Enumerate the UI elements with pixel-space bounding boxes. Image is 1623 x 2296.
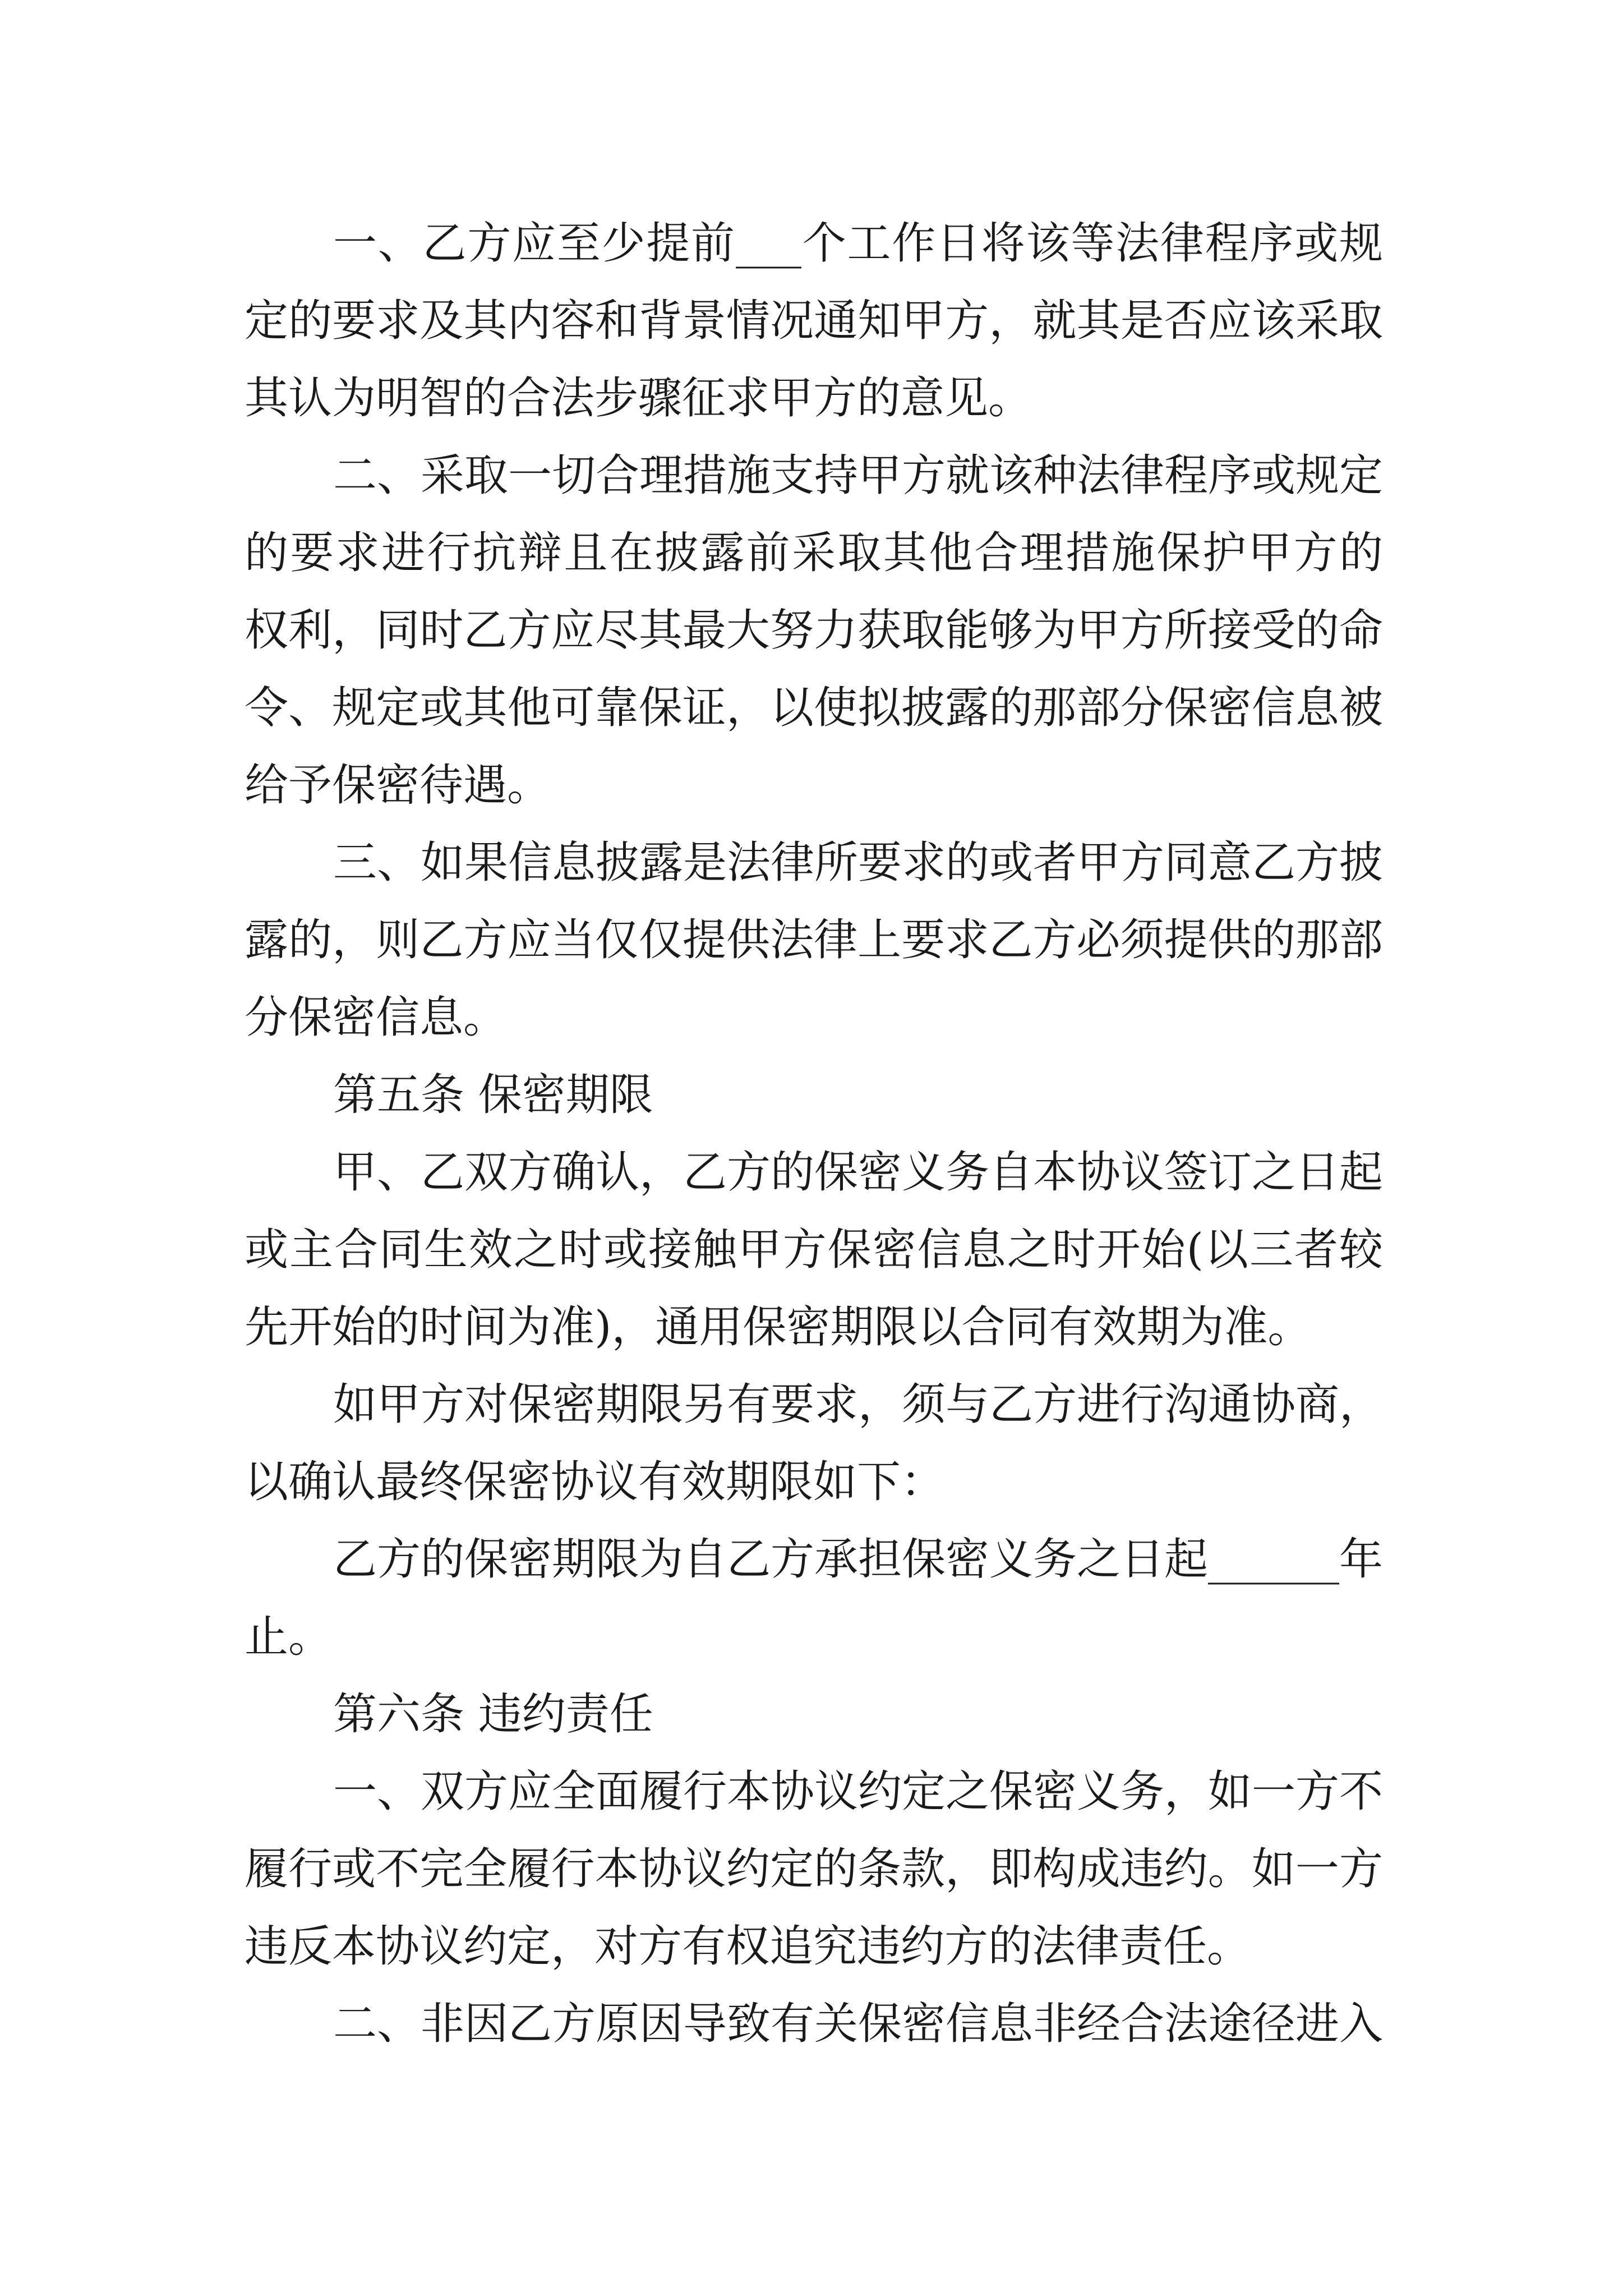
text-line: 的要求进行抗辩且在披露前采取其他合理措施保护甲方的 xyxy=(245,528,1383,578)
text-line: 分保密信息。 xyxy=(245,992,508,1043)
text-line: 先开始的时间为准)，通用保密期限以合同有效期为准。 xyxy=(245,1302,1312,1352)
text-line: 如甲方对保密期限另有要求，须与乙方进行沟通协商， xyxy=(333,1379,1384,1430)
text-line: 或主合同生效之时或接触甲方保密信息之时开始(以三者较 xyxy=(245,1225,1383,1275)
section-heading: 第五条 保密期限 xyxy=(333,1070,653,1120)
text-line: 令、规定或其他可靠保证，以使拟披露的那部分保密信息被 xyxy=(245,683,1383,733)
text-line: 止。 xyxy=(245,1612,333,1662)
text-line: 二、非因乙方原因导致有关保密信息非经合法途径进入 xyxy=(333,1999,1384,2049)
text-line: 定的要求及其内容和背景情况通知甲方，就其是否应该采取 xyxy=(245,296,1383,346)
text-line: 履行或不完全履行本协议约定的条款，即构成违约。如一方 xyxy=(245,1844,1383,1894)
section-heading: 第六条 违约责任 xyxy=(333,1689,653,1740)
text-line: 三、如果信息披露是法律所要求的或者甲方同意乙方披 xyxy=(333,838,1384,888)
text-line: 以确认最终保密协议有效期限如下： xyxy=(245,1457,945,1507)
text-line: 违反本协议约定，对方有权追究违约方的法律责任。 xyxy=(245,1921,1251,1972)
text-line: 一、双方应全面履行本协议约定之保密义务，如一方不 xyxy=(333,1766,1384,1817)
text-line: 给予保密待遇。 xyxy=(245,760,551,811)
text-line: 一、乙方应至少提前___个工作日将该等法律程序或规 xyxy=(333,218,1383,269)
text-line: 权利，同时乙方应尽其最大努力获取能够为甲方所接受的命 xyxy=(245,605,1383,656)
text-line: 甲、乙双方确认，乙方的保密义务自本协议签订之日起 xyxy=(333,1147,1384,1198)
text-line: 乙方的保密期限为自乙方承担保密义务之日起______年 xyxy=(333,1534,1384,1585)
text-line: 露的，则乙方应当仅仅提供法律上要求乙方必须提供的那部 xyxy=(245,915,1383,965)
text-line: 其认为明智的合法步骤征求甲方的意见。 xyxy=(245,373,1032,424)
text-line: 二、采取一切合理措施支持甲方就该种法律程序或规定 xyxy=(333,450,1384,501)
